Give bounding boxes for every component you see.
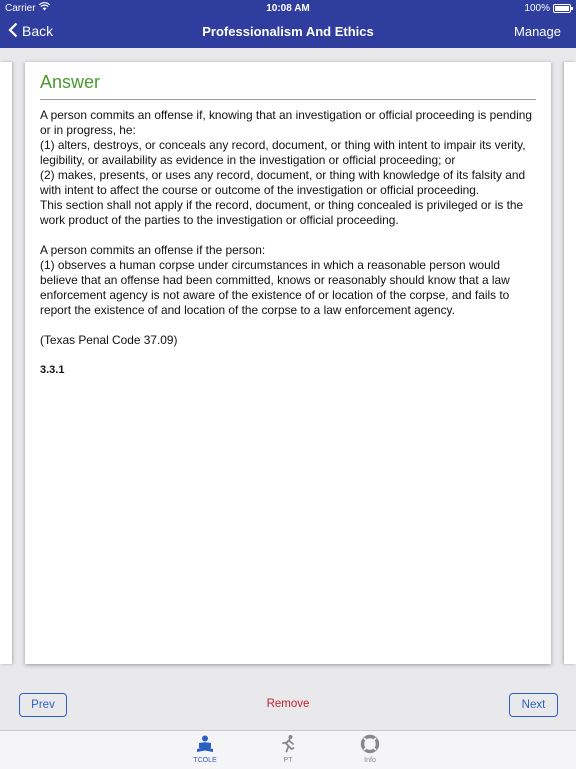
reader-icon [195, 734, 215, 754]
previous-card-edge[interactable] [0, 62, 12, 664]
next-card-edge[interactable] [564, 62, 576, 664]
runner-icon [278, 734, 298, 754]
tab-pt[interactable] [258, 734, 318, 764]
back-label: Back [22, 23, 54, 39]
navigation-bar [0, 16, 576, 48]
lifebuoy-icon [360, 734, 380, 754]
clock: 10:08 AM [266, 3, 310, 14]
heading-divider [40, 99, 536, 100]
answer-body [40, 108, 536, 393]
top-bar [0, 0, 576, 48]
tab-info-label: Info [364, 757, 376, 764]
tab-bar [0, 730, 576, 769]
answer-heading: Answer [40, 72, 101, 92]
answer-paragraph: A person commits an offense if the person: (1) observes a human corpse under circumstances in which a reasonable person would believe that an offense had been committed, knows or reasonably should know that a law enforcement agency is not aware of the existence of or location of the corpse, and fails to report the existence of and location of the corpse to a law enforcement agency. [40, 243, 510, 317]
remove-button[interactable]: Remove [266, 698, 310, 710]
tab-tcole-label: TCOLE [193, 757, 217, 764]
section-reference: 3.3.1 [40, 364, 65, 376]
answer-citation: (Texas Penal Code 37.09) [40, 333, 178, 347]
prev-button[interactable]: Prev [19, 693, 67, 717]
carrier-label: Carrier [5, 3, 36, 14]
battery-icon [553, 4, 571, 13]
tab-info[interactable] [340, 734, 400, 764]
tab-tcole[interactable] [175, 734, 235, 764]
tab-pt-label: PT [283, 757, 293, 764]
battery-percent: 100% [524, 3, 550, 14]
next-button[interactable]: Next [509, 693, 558, 717]
manage-button[interactable]: Manage [514, 24, 561, 39]
page-title: Professionalism And Ethics [202, 24, 374, 39]
status-bar [0, 0, 576, 16]
answer-card [25, 62, 551, 664]
answer-paragraph: A person commits an offense if, knowing that an investigation or official proceeding is pending or in progress, he: (1) alters, destroys, or conceals any record, document, or thing with intent to impair its verity, legibility, or availability as evidence in the investigation or official proceeding; or (2) makes, presents, or uses any record, document, or thing with knowledge of its falsity and with intent to affect the course or outcome of the investigation or official proceeding. This section shall not apply if the record, document, or thing concealed is privileged or is the work product of the parties to the investigation or official proceeding. [40, 108, 532, 227]
